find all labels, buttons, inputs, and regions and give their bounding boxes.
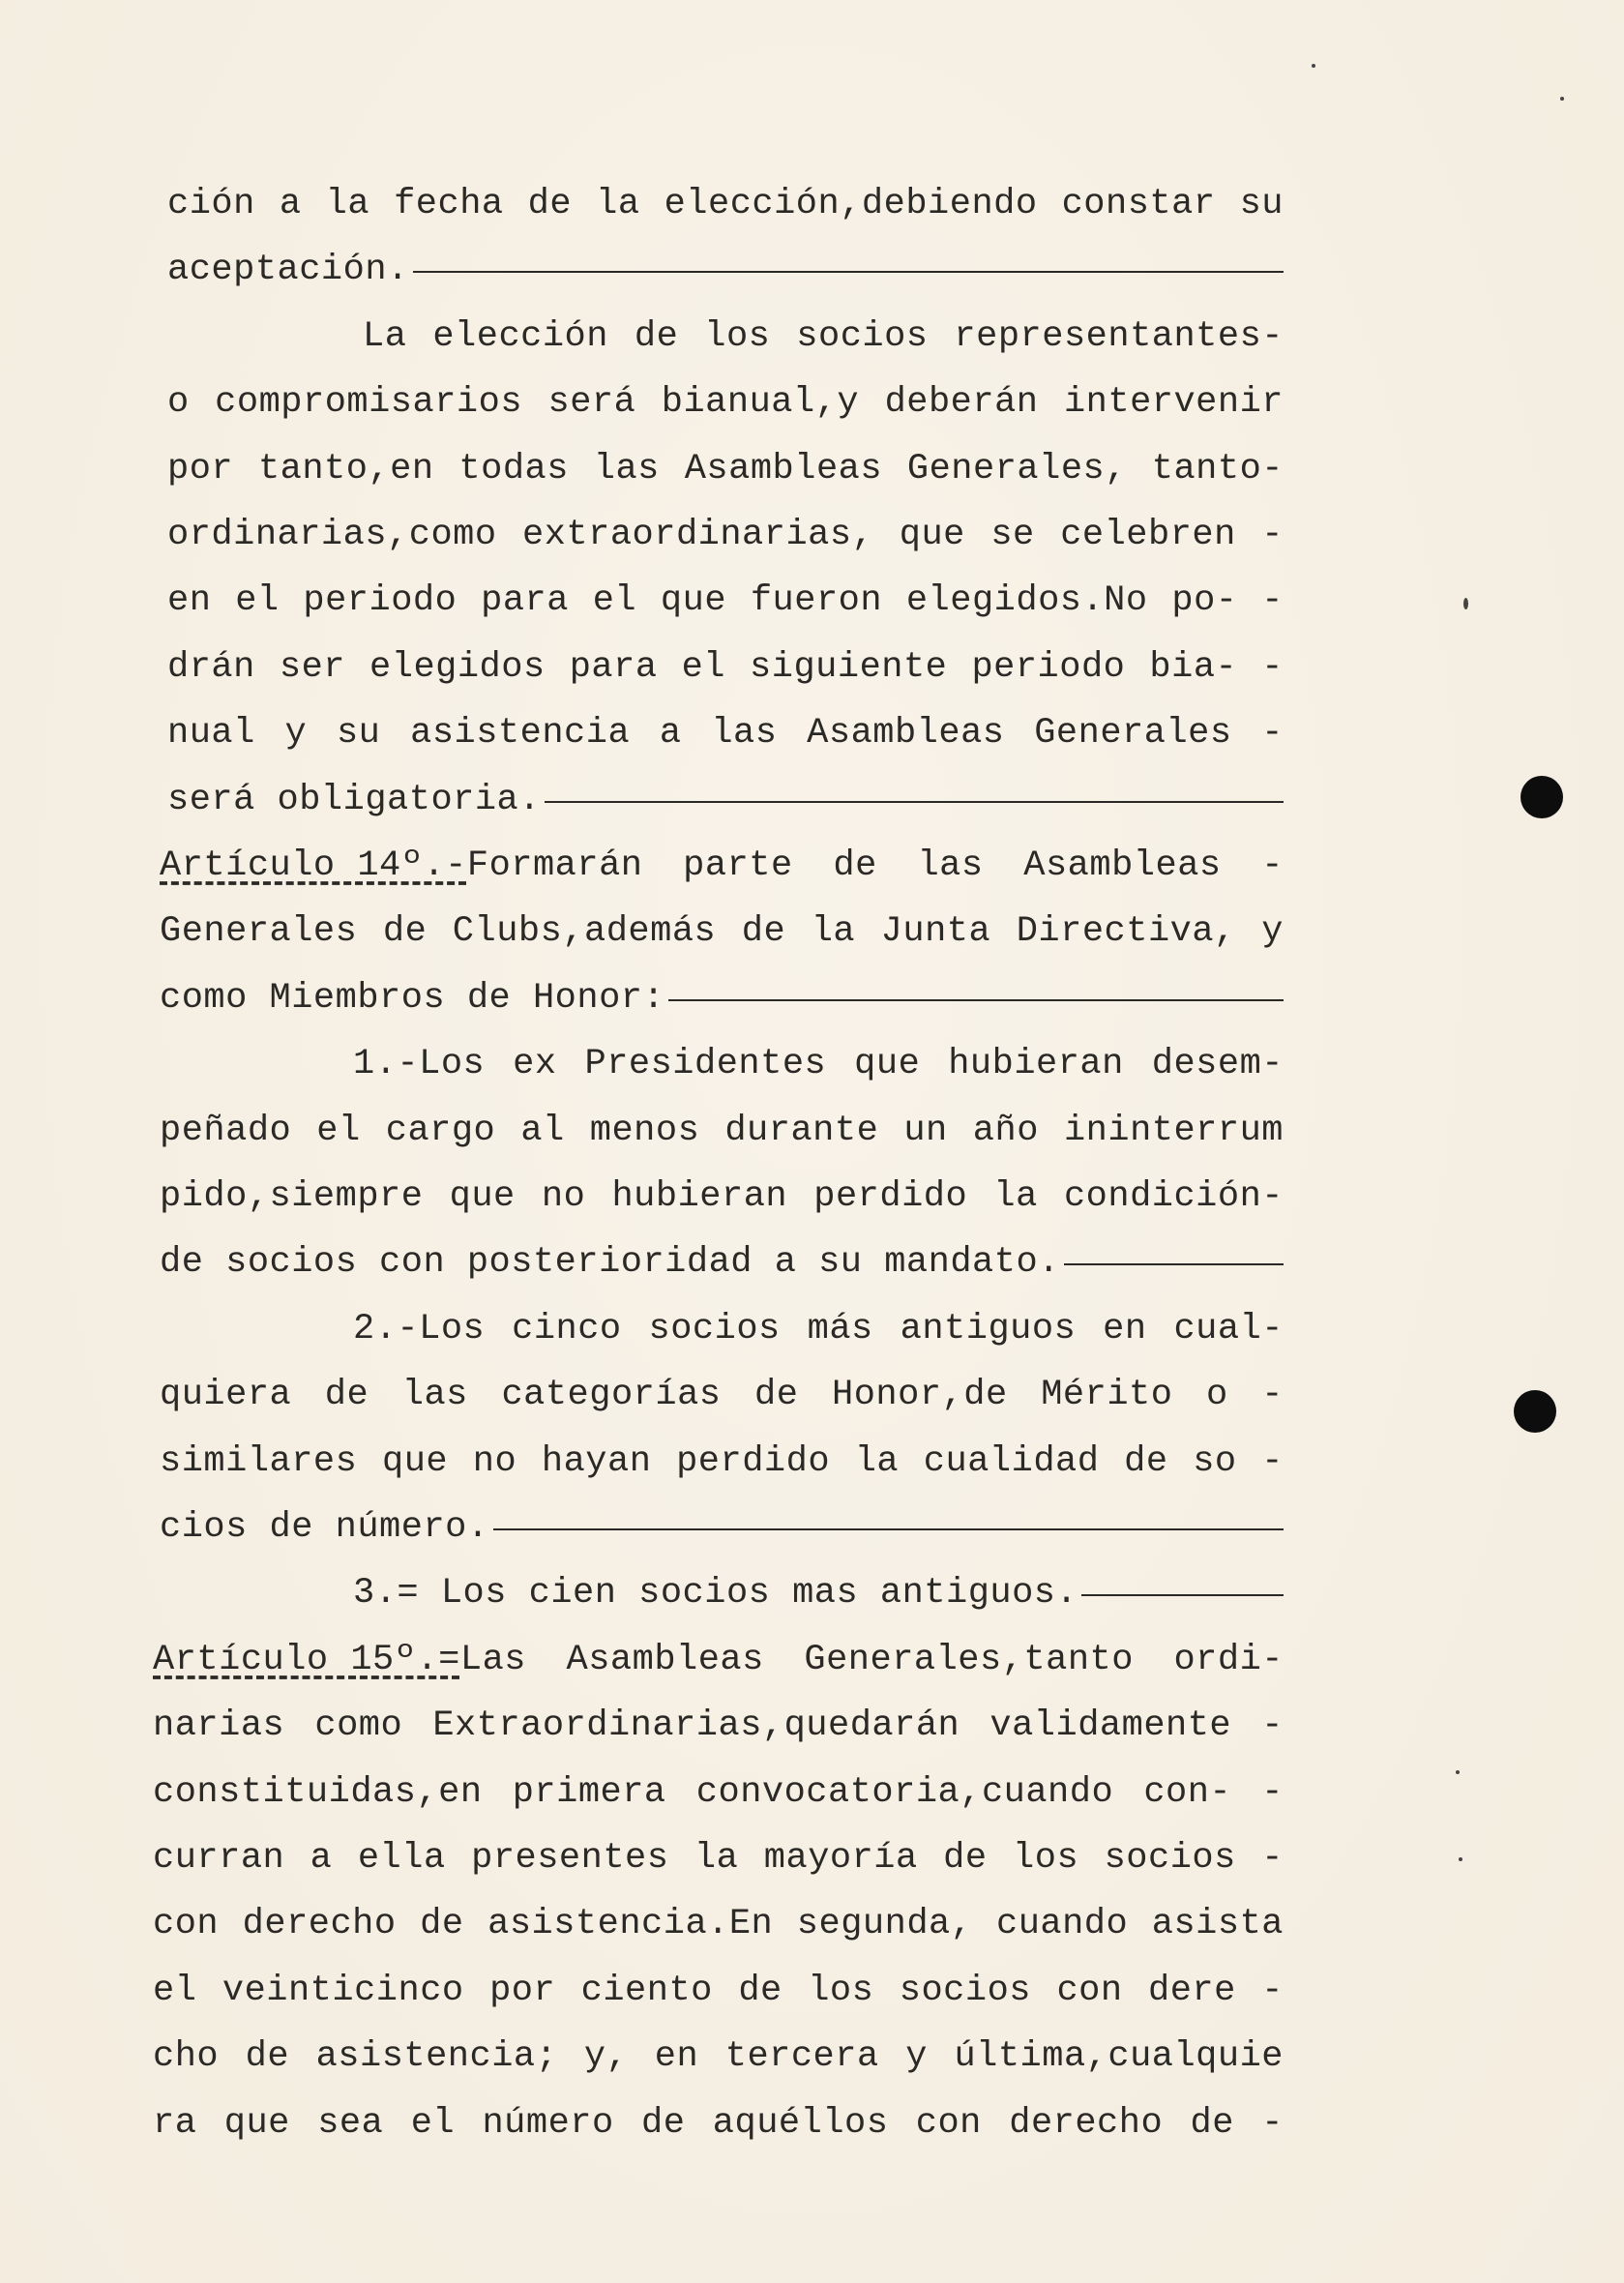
text-line — [153, 1967, 1284, 2015]
line-text: quiera de las categorías de Honor,de Mérito o - — [160, 1375, 1284, 1416]
text-line — [153, 1768, 1284, 1817]
line-text: ordinarias,como extraordinarias, que se celebren - — [167, 515, 1284, 555]
text-line — [353, 1569, 1284, 1617]
line-text: ra que sea el número de aquéllos con derecho de - — [153, 2102, 1284, 2144]
line-text: constituidas,en primera convocatoria,cuando con- - — [153, 1771, 1284, 1813]
text-line — [353, 1040, 1284, 1088]
line-text: de socios con posterioridad a su mandato. — [160, 1242, 1060, 1284]
text-line — [160, 1503, 1284, 1552]
line-text: pido,siempre que no hubieran perdido la condición- — [160, 1176, 1284, 1217]
ink-speck — [1456, 1770, 1460, 1774]
ink-speck — [1312, 64, 1315, 68]
text-line — [167, 577, 1284, 625]
filler-dash-rule — [413, 271, 1284, 273]
line-text: 2.-Los cinco socios más antiguos en cual- — [353, 1308, 1284, 1349]
text-line — [160, 1238, 1284, 1287]
line-text: 1.-Los ex Presidentes que hubieran desem- — [353, 1044, 1284, 1085]
line-text: nual y su asistencia a las Asambleas Generales - — [167, 713, 1284, 755]
line-text: será obligatoria. — [167, 779, 541, 820]
text-line — [160, 1371, 1284, 1419]
filler-dash-rule — [668, 999, 1284, 1001]
text-line — [153, 1636, 1284, 1684]
line-text: cios de número. — [160, 1507, 489, 1548]
line-text: en el periodo para el que fueron elegidos.No po- - — [167, 580, 1284, 622]
line-text: narias como Extraordinarias,quedarán validamente - — [153, 1705, 1284, 1747]
ink-speck — [1463, 598, 1468, 609]
line-text: el veinticinco por ciento de los socios con dere - — [153, 1970, 1284, 2011]
text-line — [167, 643, 1284, 692]
text-line — [353, 1305, 1284, 1353]
text-line — [160, 842, 1284, 890]
ink-speck — [1459, 1857, 1462, 1861]
text-line — [153, 1900, 1284, 1948]
line-text: curran a ella presentes la mayoría de los socios - — [153, 1838, 1284, 1879]
line-text: Formarán parte de las Asambleas - — [466, 845, 1284, 886]
text-line — [160, 1438, 1284, 1486]
text-line — [160, 974, 1284, 1023]
line-text: 3.= Los cien socios mas antiguos. — [353, 1573, 1078, 1615]
text-line — [160, 1107, 1284, 1155]
line-text: similares que no hayan perdido la cualidad de so - — [160, 1440, 1284, 1482]
article-heading: Artículo 15º.= — [153, 1639, 460, 1680]
text-line — [153, 1834, 1284, 1883]
text-line — [167, 445, 1284, 493]
line-text: drán ser elegidos para el siguiente periodo bia- - — [167, 646, 1284, 688]
text-line — [153, 2099, 1284, 2148]
text-line — [167, 709, 1284, 757]
line-text: La elección de los socios representantes- — [363, 315, 1284, 357]
line-text: o compromisarios será bianual,y deberán intervenir — [167, 382, 1284, 424]
filler-dash-rule — [1064, 1263, 1284, 1265]
text-line — [167, 378, 1284, 427]
punch-hole — [1514, 1390, 1556, 1433]
article-heading: Artículo 14º.- — [160, 845, 467, 886]
line-text: ción a la fecha de la elección,debiendo constar su — [167, 184, 1284, 224]
line-text: aceptación. — [167, 250, 409, 291]
text-line — [167, 180, 1284, 228]
ink-speck — [1560, 97, 1564, 101]
filler-dash-rule — [493, 1528, 1284, 1530]
punch-hole — [1521, 776, 1563, 818]
line-text: Generales de Clubs,además de la Junta Directiva, y — [160, 911, 1284, 953]
filler-dash-rule — [1081, 1594, 1284, 1596]
text-line — [153, 1702, 1284, 1750]
line-text: con derecho de asistencia.En segunda, cuando asista — [153, 1904, 1284, 1945]
line-text: como Miembros de Honor: — [160, 977, 665, 1019]
line-text: por tanto,en todas las Asambleas Generales, tanto- — [167, 448, 1284, 489]
text-line — [363, 312, 1284, 361]
line-text: cho de asistencia; y, en tercera y última,cualquie — [153, 2036, 1284, 2078]
filler-dash-rule — [545, 801, 1284, 803]
text-line — [167, 511, 1284, 559]
text-line — [160, 907, 1284, 956]
text-line — [167, 246, 1284, 294]
text-line — [167, 776, 1284, 824]
text-line — [160, 1172, 1284, 1221]
line-text: peñado el cargo al menos durante un año ininterrum — [160, 1110, 1284, 1151]
text-line — [153, 2032, 1284, 2081]
line-text: Las Asambleas Generales,tanto ordi- — [459, 1639, 1284, 1680]
